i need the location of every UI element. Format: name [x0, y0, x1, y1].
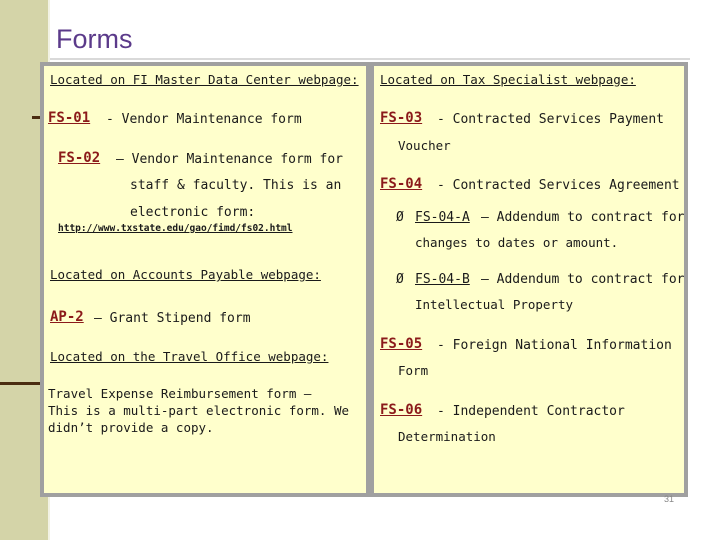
bullet-arrow-icon: Ø [396, 272, 404, 287]
fs04a-line2: changes to dates or amount. [415, 235, 619, 250]
fs04a-line1: – Addendum to contract for [481, 210, 685, 225]
decorative-stub [0, 382, 44, 385]
travel-line3: didn’t provide a copy. [48, 420, 214, 435]
fs04-code: FS-04 [380, 176, 423, 192]
ap2-description: – Grant Stipend form [94, 311, 251, 326]
bullet-arrow-icon: Ø [396, 210, 404, 225]
accounts-payable-heading: Located on Accounts Payable webpage: [50, 267, 321, 282]
fs04b-line1: – Addendum to contract for [481, 272, 685, 287]
fs03-line1: - Contracted Services Payment [437, 112, 664, 127]
page-number: 31 [664, 494, 675, 504]
travel-line1: Travel Expense Reimbursement form – [48, 386, 312, 401]
fs03-line2: Voucher [398, 138, 451, 153]
fs06-line1: - Independent Contractor [437, 404, 625, 419]
ap2-code: AP-2 [50, 309, 84, 325]
fs01-code: FS-01 [48, 110, 91, 126]
fs06-line2: Determination [398, 429, 496, 444]
fs04b-line2: Intellectual Property [415, 297, 574, 312]
fs04a-code: FS-04-A [415, 210, 470, 225]
title-underline [50, 58, 690, 60]
fs04b-code: FS-04-B [415, 272, 470, 287]
fs02-line1: – Vendor Maintenance form for [116, 152, 343, 167]
fi-master-heading: Located on FI Master Data Center webpage: [50, 72, 359, 87]
fs02-link[interactable]: http://www.txstate.edu/gao/fimd/fs02.html [58, 223, 293, 234]
fs03-code: FS-03 [380, 110, 423, 126]
fs05-code: FS-05 [380, 336, 423, 352]
fs02-code: FS-02 [58, 150, 101, 166]
fs02-line2: staff & faculty. This is an [130, 178, 342, 193]
travel-office-heading: Located on the Travel Office webpage: [50, 349, 329, 364]
fs06-code: FS-06 [380, 402, 423, 418]
travel-line2: This is a multi-part electronic form. We [48, 403, 350, 418]
fs05-line2: Form [398, 363, 429, 378]
slide-title: Forms [56, 24, 133, 54]
fs05-line1: - Foreign National Information [437, 338, 672, 353]
fs04-description: - Contracted Services Agreement [437, 178, 680, 193]
fs02-line3: electronic form: [130, 205, 256, 220]
tax-specialist-heading: Located on Tax Specialist webpage: [380, 72, 636, 87]
fs01-description: - Vendor Maintenance form [106, 112, 302, 127]
